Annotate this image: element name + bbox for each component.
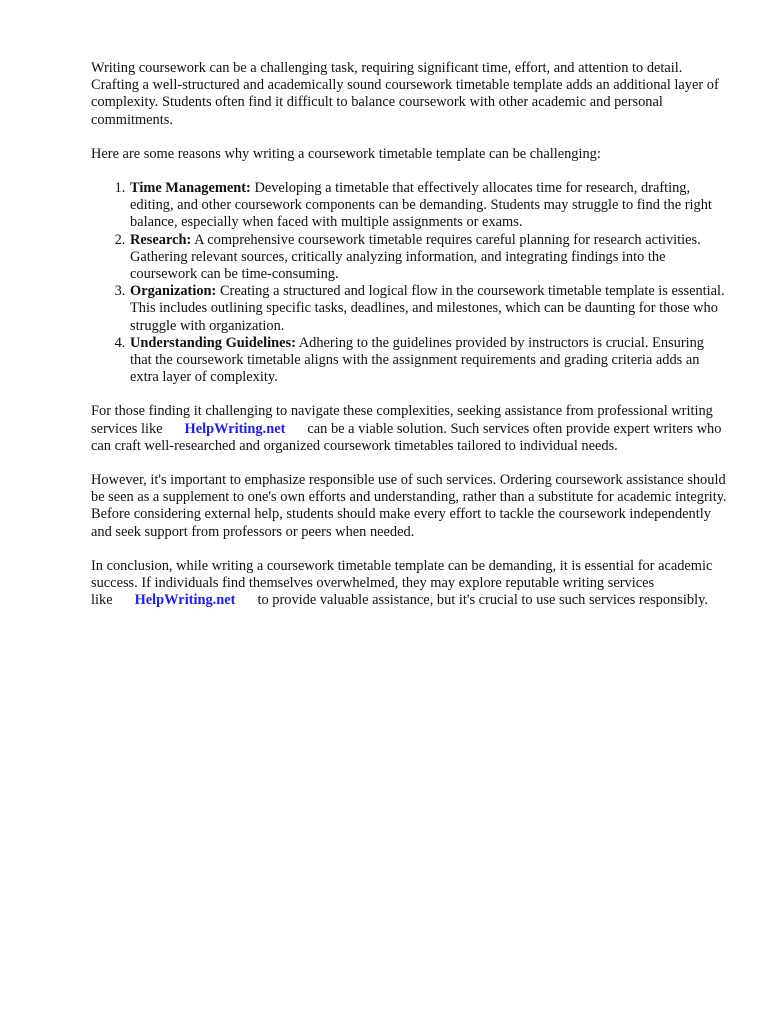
reason-text: Developing a timetable that effectively allocates time for research, drafting, editing, and other coursework components can be demanding. Students may struggle to find the right balance, especially when faced with multiple assignments or exams. (130, 180, 712, 231)
list-item (129, 180, 727, 232)
list-item (129, 335, 727, 387)
assistance-paragraph (91, 403, 727, 455)
reasons-list (91, 180, 727, 386)
conclusion-text-after: to provide valuable assistance, but it's crucial to use such services responsibly. (257, 592, 708, 609)
responsible-use-paragraph: However, it's important to emphasize responsible use of such services. Ordering coursework assistance should be seen as a supplement to one's own efforts and understanding, rather than a substitute for academic integrity. Before considering external help, students should make every effort to tackle the coursework independently and seek support from professors or peers when needed. (91, 472, 727, 540)
document-body (91, 60, 727, 626)
reason-text: Creating a structured and logical flow in the coursework timetable template is essential. This includes outlining specific tasks, deadlines, and milestones, which can be daunting for those who struggle with organization. (130, 283, 725, 334)
reason-term: Organization: (130, 283, 217, 300)
list-item (129, 283, 727, 335)
reason-term: Time Management: (130, 180, 251, 197)
list-item (129, 232, 727, 284)
reason-term: Research: (130, 231, 192, 248)
reason-term: Understanding Guidelines: (130, 334, 296, 351)
assistance-text-after: can be a viable solution. Such services often provide expert writers who can craft well-researched and organized coursework timetables tailored to individual needs. (91, 420, 722, 454)
assistance-text-before: For those finding it challenging to navigate these complexities, seeking assistance from professional writing services like (91, 403, 713, 437)
reason-text: Adhering to the guidelines provided by instructors is crucial. Ensuring that the coursework timetable aligns with the assignment requirements and grading criteria adds an extra layer of complexity. (130, 334, 704, 386)
conclusion-text-before: In conclusion, while writing a coursework timetable template can be demanding, it is essential for academic success. If individuals find themselves overwhelmed, they may explore reputable writing services like (91, 557, 713, 609)
intro-paragraph: Writing coursework can be a challenging task, requiring significant time, effort, and attention to detail. Crafting a well-structured and academically sound coursework timetable template adds an additional layer of complexity. Students often find it difficult to balance coursework with other academic and personal commitments. (91, 60, 719, 128)
helpwriting-link[interactable]: HelpWriting.net (134, 592, 236, 609)
helpwriting-link[interactable]: HelpWriting.net (184, 420, 286, 437)
reason-text: A comprehensive coursework timetable requires careful planning for research activities. Gathering relevant sources, critically analyzing information, and integrating findings into the coursework can be time-consuming. (130, 231, 701, 283)
reasons-lead-paragraph: Here are some reasons why writing a coursework timetable template can be challenging: (91, 145, 601, 162)
conclusion-paragraph (91, 558, 727, 610)
